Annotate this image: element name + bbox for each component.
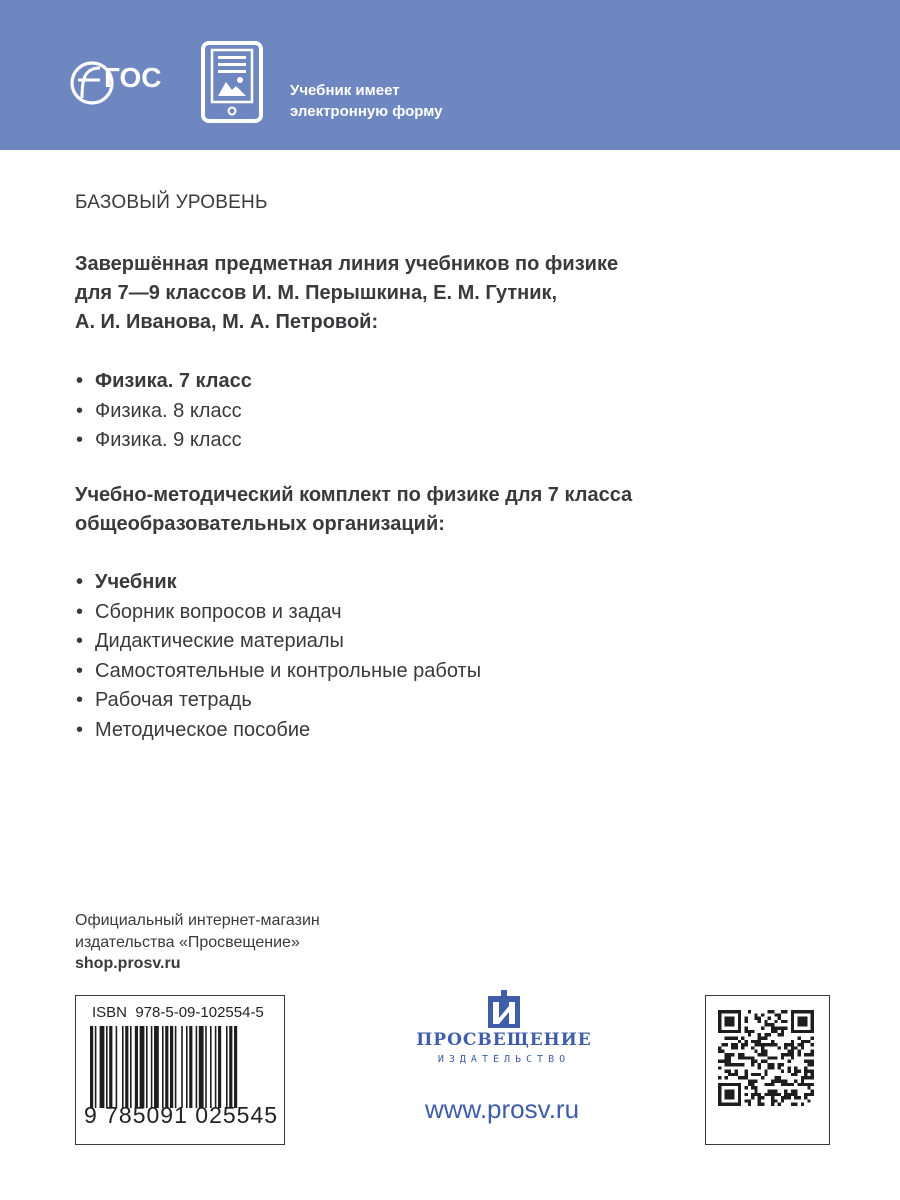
eform-notice: [290, 80, 443, 122]
list-item: [75, 716, 481, 746]
series-list: [75, 367, 252, 456]
list-item-label: Самостоятельные и контрольные работы: [95, 659, 482, 682]
bullet-mark: •: [76, 600, 84, 623]
list-item: [75, 397, 252, 427]
tablet-ebook-icon: [200, 40, 264, 124]
kit-list: [75, 568, 481, 745]
shop-url-link[interactable]: shop.prosv.ru: [75, 955, 181, 972]
bullet-mark: •: [76, 689, 84, 711]
shop-line-1: Официальный интернет-магазин: [75, 912, 320, 929]
qr-code-icon[interactable]: [718, 1010, 814, 1106]
bullet-mark: •: [76, 571, 84, 593]
list-item-label: Методическое пособие: [95, 718, 311, 741]
prosveshchenie-emblem-icon: [487, 990, 521, 1030]
list-item: [75, 686, 481, 716]
isbn-label: ISBN 978-5-09-102554-5: [92, 1004, 264, 1021]
list-item: [75, 426, 252, 456]
bullet-mark: •: [76, 399, 84, 422]
bullet-mark: •: [76, 429, 84, 451]
fgos-logo-text: ГОС: [104, 62, 162, 93]
publisher-url-link[interactable]: www.prosv.ru: [424, 1094, 580, 1124]
list-item: [75, 627, 481, 657]
publisher-name: ПРОСВЕЩЕНИЕ: [416, 1030, 592, 1050]
eform-line-1: Учебник имеет: [290, 82, 400, 99]
list-item-label: Физика. 8 класс: [95, 399, 242, 422]
publisher-subtitle: ИЗДАТЕЛЬСТВО: [437, 1054, 571, 1065]
list-item-label: Учебник: [95, 571, 177, 593]
list-item-label: Физика. 7 класс: [95, 370, 252, 392]
list-item-label: Дидактические материалы: [95, 630, 344, 652]
list-item-label: Рабочая тетрадь: [95, 689, 252, 711]
barcode-digits: 9 785091 025545: [83, 1102, 279, 1128]
bullet-mark: •: [76, 630, 84, 652]
list-item-label: Сборник вопросов и задач: [95, 600, 342, 623]
eform-line-2: электронную форму: [290, 103, 443, 120]
list-item: [75, 367, 252, 397]
barcode-icon: [90, 1026, 280, 1108]
list-item: [75, 568, 481, 598]
list-item: [75, 657, 481, 687]
shop-line-2: издательства «Просвещение»: [75, 933, 300, 951]
level-label: БАЗОВЫЙ УРОВЕНЬ: [75, 192, 268, 213]
list-item-label: Физика. 9 класс: [95, 429, 242, 451]
bullet-mark: •: [76, 659, 84, 682]
list-item: [75, 598, 481, 628]
shop-info: [75, 910, 320, 975]
bullet-mark: •: [76, 370, 84, 392]
series-heading: Завершённая предметная линия учебников по физике для 7—9 классов И. М. Перышкина, Е. М. Гутник, А. И. Иванова, М. А. Петровой:: [75, 253, 619, 333]
kit-heading: Учебно-методический комплект по физике для 7 класса общеобразовательных организаций:: [75, 484, 633, 535]
bullet-mark: •: [76, 718, 84, 741]
